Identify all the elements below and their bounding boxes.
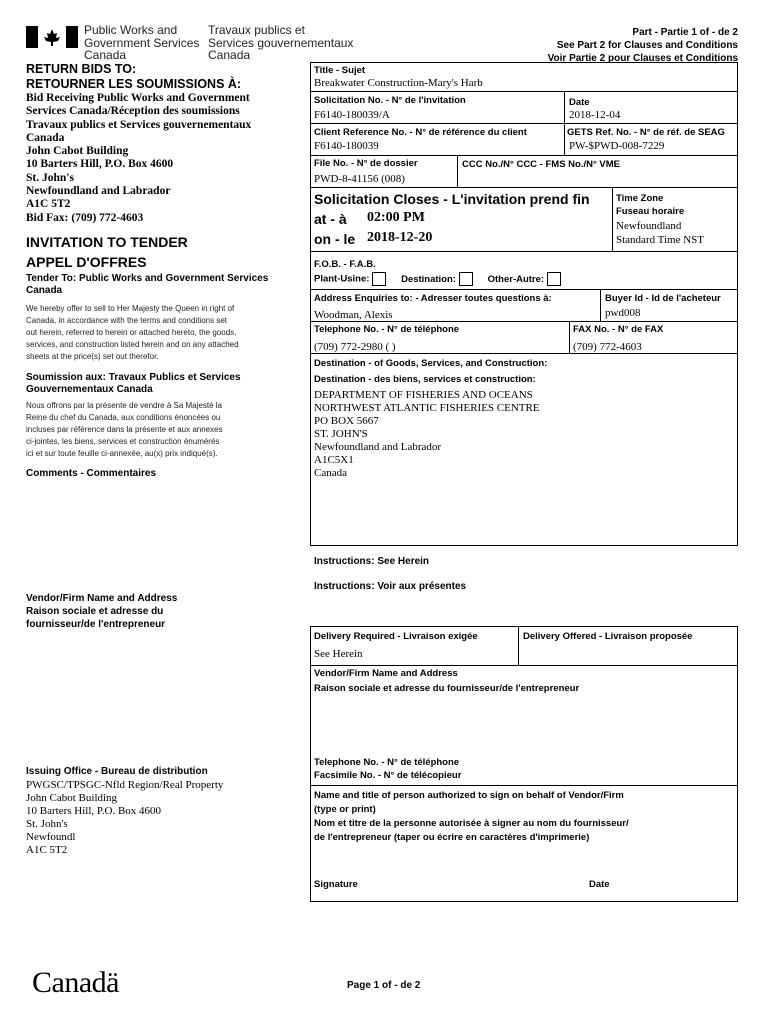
solicitation-no-label: Solicitation No. - N° de l'invitation (314, 95, 466, 106)
part-header: Part - Partie 1 of - de 2 See Part 2 for Clauses and Conditions Voir Partie 2 pour Clauses et Conditions (547, 27, 738, 64)
closes-date: 2018-12-20 (367, 230, 433, 245)
buyer-id-label: Buyer Id - Id de l'acheteur (605, 293, 721, 304)
ccc-label: CCC No./N° CCC - FMS No./N° VME (462, 159, 621, 170)
telephone-label: Telephone No. - N° de téléphone (314, 324, 460, 335)
title-value: Breakwater Construction-Mary's Harb (314, 77, 483, 89)
invitation-title: INVITATION TO TENDER APPEL D'OFFRES (26, 234, 188, 270)
timezone-label-fr: Fuseau horaire (616, 206, 685, 217)
telephone-value: (709) 772-2980 ( ) (314, 341, 396, 353)
signature-label: Signature (314, 879, 358, 890)
page-number: Page 1 of - de 2 (347, 980, 421, 991)
solicitation-form (310, 62, 738, 546)
delivery-offered-label: Delivery Offered - Livraison proposée (523, 631, 693, 642)
closes-on-label: on - le (314, 231, 356, 247)
authorized-name-label-2: (type or print) (314, 804, 376, 815)
vendor-name-label-fr: Raison sociale et adresse du fournisseur/de l'entrepreneur (314, 683, 580, 694)
file-no-value: PWD-8-41156 (008) (314, 173, 405, 185)
destination-address: DEPARTMENT OF FISHERIES AND OCEANS NORTHWEST ATLANTIC FISHERIES CENTRE PO BOX 5667 ST. JOHN'S Newfoundland and Labrador A1C5X1 Canada (314, 389, 540, 479)
destination-label-en: Destination - of Goods, Services, and Construction: (314, 358, 548, 369)
solicitation-no-value: F6140-180039/A (314, 109, 390, 121)
department-name-fr: Travaux publics et Services gouvernementaux Canada (208, 23, 354, 62)
authorized-name-label-1: Name and title of person authorized to sign on behalf of Vendor/Firm (314, 790, 624, 801)
signature-date-label: Date (589, 879, 610, 890)
department-name-en: Public Works and Government Services Canada (84, 23, 200, 62)
return-address: Bid Receiving Public Works and Government Services Canada/Réception des soumissions Travaux publics et Services gouvernementaux Canada John Cabot Building 10 Barters Hill, P.O. Box 4600 St. John's Newfoundland and Labrador A1C 5T2 Bid Fax: (709) 772-4603 (26, 92, 252, 224)
vendor-telephone-label: Telephone No. - N° de téléphone (314, 757, 460, 768)
timezone-value-1: Newfoundland (616, 220, 682, 232)
closes-at-label: at - à (314, 211, 347, 227)
authorized-name-label-3: Nom et titre de la personne autorisée à signer au nom du fournisseur/ (314, 818, 629, 829)
client-ref-label: Client Reference No. - N° de référence du client (314, 127, 527, 138)
issuing-office: Issuing Office - Bureau de distribution PWGSC/TPSGC-Nfld Region/Real Property John Cabot Building 10 Barters Hill, P.O. Box 4600 St. John's Newfoundl A1C 5T2 (26, 766, 224, 856)
comments-label: Comments - Commentaires (26, 468, 157, 479)
fax-label: FAX No. - N° de FAX (573, 324, 664, 335)
other-checkbox[interactable] (547, 272, 561, 286)
fob-options: Plant-Usine: Destination: Other-Autre: (314, 272, 561, 286)
vendor-form (310, 626, 738, 902)
client-ref-value: F6140-180039 (314, 140, 379, 152)
instructions-en: Instructions: See Herein (314, 556, 430, 567)
delivery-required-value: See Herein (314, 648, 363, 660)
authorized-name-label-4: de l'entrepreneur (taper ou écrire en caractères d'imprimerie) (314, 832, 590, 843)
instructions-fr: Instructions: Voir aux présentes (314, 581, 467, 592)
buyer-id-value: pwd008 (605, 307, 641, 319)
tender-to: Tender To: Public Works and Government Services Canada We hereby offer to sell to Her Majesty the Queen in right of Canada, in accordance with the terms and conditions set out herein, referred to herein or attached hereto, the goods, services, and construction listed herein and on any attached sheets at the price(s) set out therefor. Soumission aux: Travaux Publics et Services Gouvernementaux Canada Nous offrons par la présente de vendre à Sa Majesté la Reine du chef du Canada, aux conditions énoncées ou incluses par référence dans la présente et aux annexes ci-jointes, les biens, services et construction énumérés ici et sur toute feuille ci-annexée, au(x) prix indiqué(s). Comments - Commentaires (26, 273, 288, 480)
delivery-required-label: Delivery Required - Livraison exigée (314, 631, 478, 642)
timezone-value-2: Standard Time NST (616, 234, 705, 246)
timezone-label-en: Time Zone (616, 193, 664, 204)
enquiries-label: Address Enquiries to: - Adresser toutes questions à: (314, 293, 552, 304)
enquiries-value: Woodman, Alexis (314, 309, 393, 321)
fob-label: F.O.B. - F.A.B. (314, 259, 376, 270)
plant-checkbox[interactable] (372, 272, 386, 286)
gets-ref-value: PW-$PWD-008-7229 (569, 140, 665, 152)
destination-checkbox[interactable] (459, 272, 473, 286)
closes-time: 02:00 PM (367, 210, 425, 225)
vendor-facsimile-label: Facsimile No. - N° de télécopieur (314, 770, 462, 781)
fax-value: (709) 772-4603 (573, 341, 642, 353)
file-no-label: File No. - N° de dossier (314, 158, 418, 169)
return-bids-title: RETURN BIDS TO: RETOURNER LES SOUMISSIONS À: (26, 62, 242, 91)
gets-ref-label: GETS Ref. No. - N° de réf. de SEAG (567, 127, 725, 138)
vendor-left-label: Vendor/Firm Name and Address Raison sociale et adresse du fournisseur/de l'entrepreneur (26, 593, 178, 630)
canada-flag-icon (26, 26, 78, 53)
date-label: Date (569, 97, 590, 108)
solicitation-closes: Solicitation Closes - L'invitation prend fin (314, 191, 590, 207)
destination-label-fr: Destination - des biens, services et construction: (314, 374, 536, 385)
date-value: 2018-12-04 (569, 109, 621, 121)
vendor-name-label: Vendor/Firm Name and Address (314, 668, 458, 679)
title-label: Title - Sujet (314, 65, 366, 76)
canada-wordmark: Canadä (32, 966, 119, 999)
